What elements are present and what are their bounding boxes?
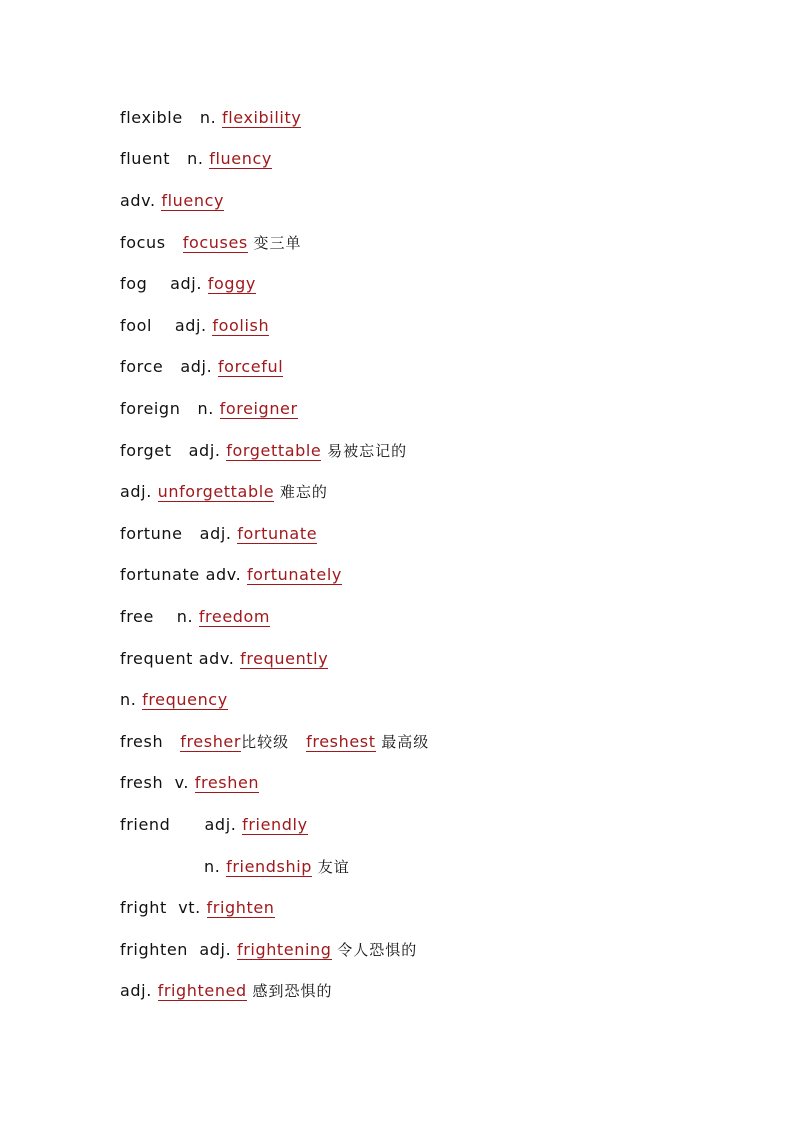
base-word: friend — [120, 815, 171, 834]
answer-word: fluency — [209, 149, 272, 168]
word-line-foreign — [120, 397, 298, 421]
answer-word: frightening — [236, 940, 332, 959]
answer-word: unforgettable — [157, 482, 275, 501]
part-of-speech: adj. — [188, 441, 221, 460]
part-of-speech: n. — [204, 857, 221, 876]
word-line-fresh-degrees — [120, 730, 429, 754]
word-line-friendship — [204, 855, 350, 879]
base-word: frequent — [120, 649, 194, 668]
word-line-flexible — [120, 106, 301, 130]
part-of-speech: adj. — [199, 940, 232, 959]
answer-word: foolish — [212, 316, 270, 335]
word-line-friend — [120, 813, 308, 837]
chinese-note-superlative: 最高级 — [381, 733, 430, 751]
word-line-fright — [120, 896, 275, 920]
chinese-note: 易被忘记的 — [327, 442, 408, 460]
answer-word: flexibility — [222, 108, 302, 127]
word-line-free — [120, 605, 270, 629]
part-of-speech: adv. — [198, 649, 235, 668]
word-line-fog — [120, 272, 256, 296]
base-word: fresh — [120, 773, 164, 792]
answer-word: freedom — [198, 607, 271, 626]
answer-word-superlative: freshest — [306, 732, 376, 751]
word-line-unforgettable — [120, 480, 328, 504]
word-line-frightening — [120, 938, 417, 962]
word-line-focus — [120, 231, 302, 255]
part-of-speech: adj. — [199, 524, 232, 543]
base-word: fright — [120, 898, 167, 917]
word-line-fluent — [120, 147, 272, 171]
part-of-speech: v. — [174, 773, 190, 792]
word-line-fortunate — [120, 563, 342, 587]
base-word: fog — [120, 274, 148, 293]
word-line-force — [120, 355, 283, 379]
word-line-fool — [120, 314, 269, 338]
base-word: flexible — [120, 108, 183, 127]
answer-word: friendly — [242, 815, 308, 834]
part-of-speech: adj. — [120, 482, 152, 501]
chinese-note: 变三单 — [253, 234, 302, 252]
answer-word: freshen — [194, 773, 260, 792]
part-of-speech: n. — [120, 690, 137, 709]
base-word: forget — [120, 441, 172, 460]
part-of-speech: adj. — [174, 316, 207, 335]
base-word: fortune — [120, 524, 183, 543]
answer-word: friendship — [226, 857, 312, 876]
part-of-speech: n. — [197, 399, 214, 418]
chinese-note: 感到恐惧的 — [252, 982, 333, 1000]
part-of-speech: adj. — [180, 357, 213, 376]
word-line-fortune — [120, 522, 317, 546]
base-word: frighten — [120, 940, 189, 959]
word-line-freshen — [120, 771, 259, 795]
chinese-note: 比较级 — [241, 733, 290, 751]
base-word: fortunate — [120, 565, 200, 584]
part-of-speech: adj. — [170, 274, 203, 293]
answer-word: frightened — [157, 981, 247, 1000]
part-of-speech: adj. — [204, 815, 237, 834]
answer-word: foreigner — [219, 399, 298, 418]
answer-word: forceful — [217, 357, 284, 376]
part-of-speech: adv. — [120, 191, 156, 210]
answer-word: fortunately — [246, 565, 342, 584]
word-line-frequency — [120, 688, 228, 712]
base-word: fresh — [120, 732, 164, 751]
base-word: fool — [120, 316, 153, 335]
chinese-note: 友谊 — [317, 858, 350, 876]
word-line-frightened — [120, 979, 333, 1003]
chinese-note: 难忘的 — [279, 483, 328, 501]
base-word: focus — [120, 233, 166, 252]
part-of-speech: adj. — [120, 981, 152, 1000]
part-of-speech: adv. — [205, 565, 242, 584]
answer-word: forgettable — [226, 441, 322, 460]
part-of-speech: n. — [176, 607, 194, 626]
answer-word: focuses — [182, 233, 248, 252]
word-line-fluency-adv — [120, 189, 224, 213]
base-word: foreign — [120, 399, 181, 418]
word-line-frequent — [120, 647, 328, 671]
chinese-note: 令人恐惧的 — [337, 941, 418, 959]
word-line-forget — [120, 439, 407, 463]
base-word: force — [120, 357, 164, 376]
answer-word: frequently — [240, 649, 329, 668]
part-of-speech: n. — [187, 149, 204, 168]
part-of-speech: n. — [199, 108, 217, 127]
answer-word: foggy — [207, 274, 256, 293]
base-word: free — [120, 607, 154, 626]
base-word: fluent — [120, 149, 171, 168]
part-of-speech: vt. — [178, 898, 201, 917]
answer-word: frequency — [142, 690, 228, 709]
answer-word: frighten — [206, 898, 275, 917]
answer-word: fresher — [180, 732, 242, 751]
answer-word: fluency — [161, 191, 225, 210]
answer-word: fortunate — [237, 524, 318, 543]
